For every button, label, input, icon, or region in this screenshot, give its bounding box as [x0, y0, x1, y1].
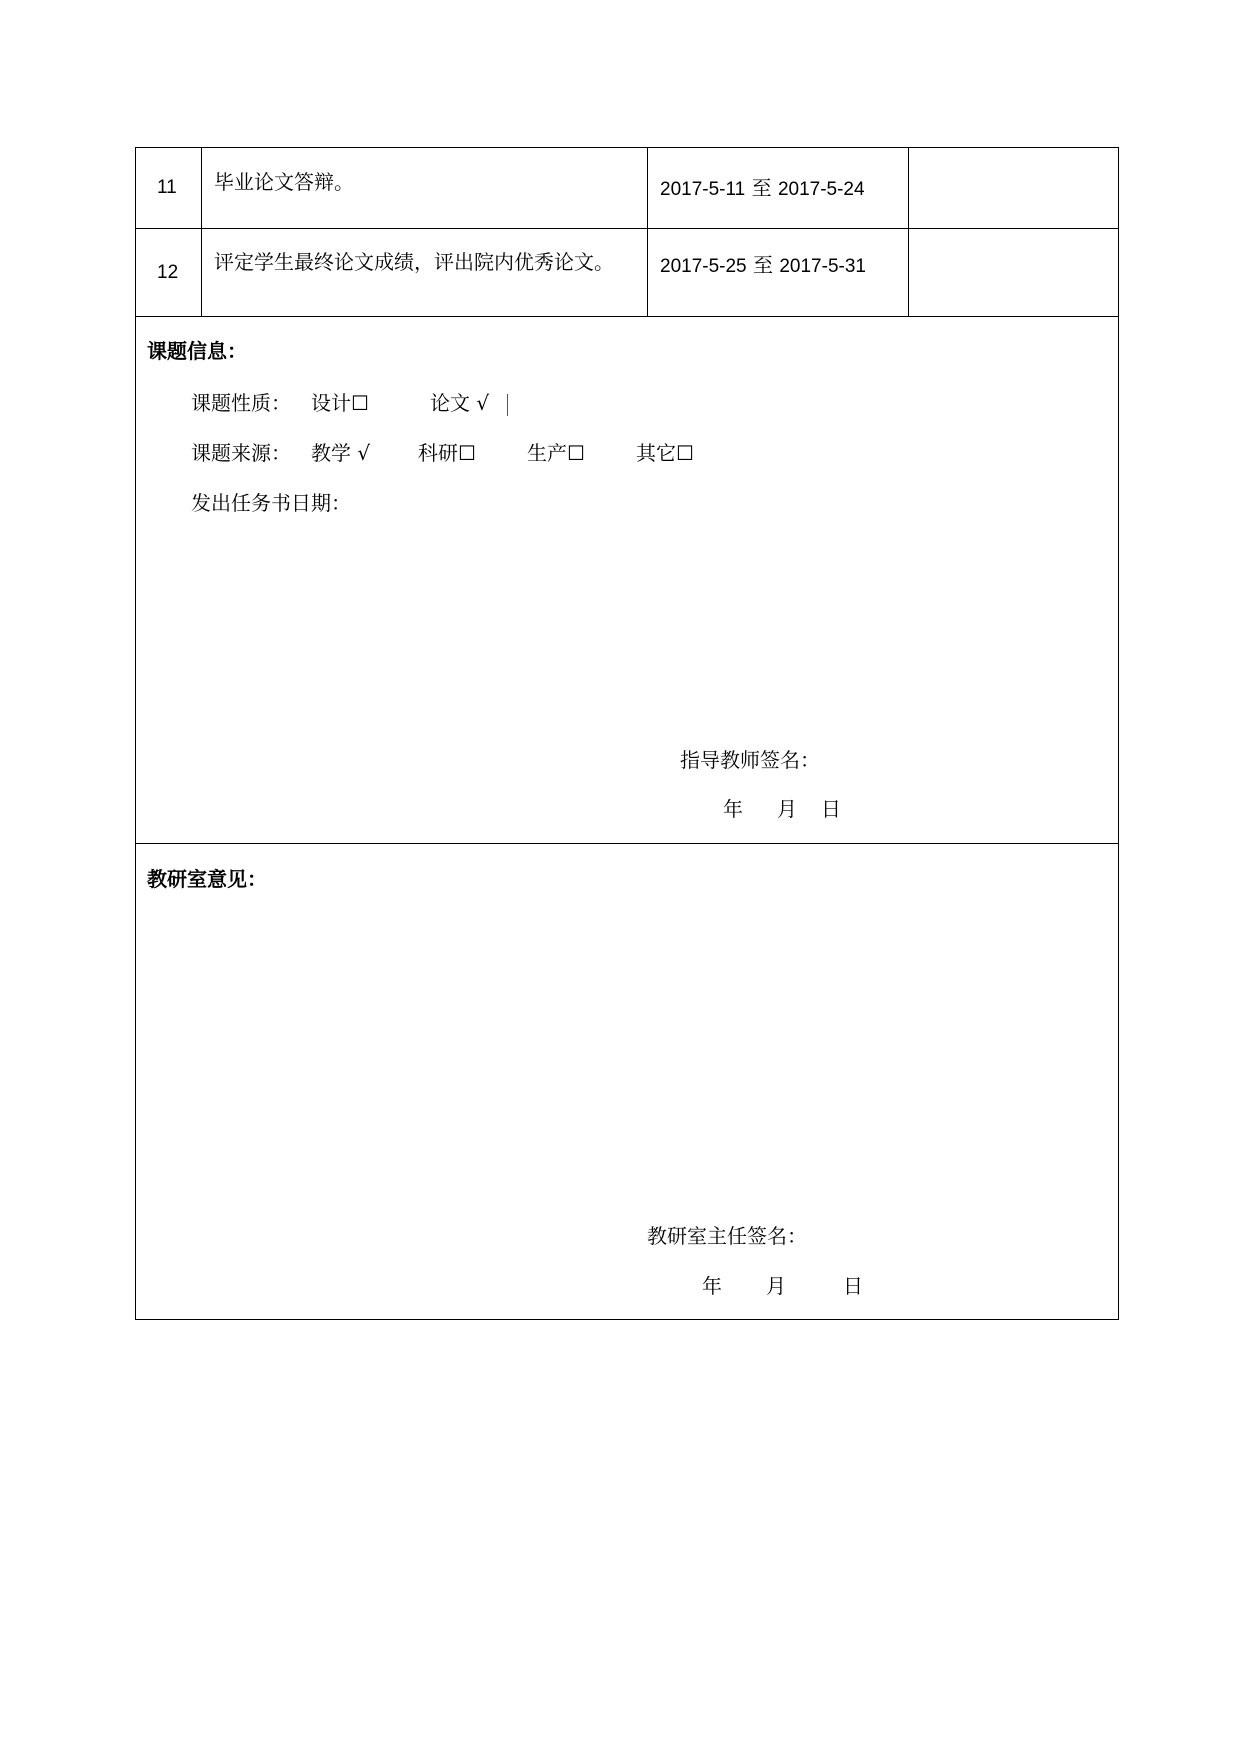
task-description: 评定学生最终论文成绩，评出院内优秀论文。 [214, 250, 614, 274]
checkbox-empty-icon: ☐ [676, 441, 694, 465]
director-signature-label: 教研室主任签名： [647, 1224, 807, 1248]
topic-source-option-teaching[interactable] [311, 441, 370, 465]
text-cursor [507, 394, 508, 416]
option-label: 设计 [311, 391, 351, 415]
sign-date-year: 年 [702, 1274, 722, 1298]
column-divider [201, 147, 202, 317]
date-range [660, 176, 865, 202]
form-table-frame [135, 147, 1119, 1320]
column-divider [908, 147, 909, 317]
option-label: 论文 [430, 391, 470, 415]
date-range [660, 253, 866, 279]
row-number: 11 [157, 177, 177, 198]
topic-nature-option-thesis[interactable] [430, 391, 489, 415]
section-divider [135, 843, 1119, 844]
sign-date-month: 月 [777, 797, 797, 821]
topic-source-label: 课题来源： [191, 441, 291, 465]
dept-opinion-heading: 教研室意见： [147, 867, 267, 891]
task-description: 毕业论文答辩。 [214, 170, 354, 194]
checkbox-empty-icon: ☐ [567, 441, 585, 465]
sign-date-year: 年 [723, 797, 743, 821]
date-from: 2017-5-11 [660, 179, 746, 200]
checkbox-empty-icon: ☐ [458, 441, 476, 465]
option-label: 科研 [418, 441, 458, 465]
topic-info-heading: 课题信息： [147, 339, 247, 363]
option-label: 生产 [527, 441, 567, 465]
column-divider [647, 147, 648, 317]
option-label: 其它 [636, 441, 676, 465]
date-from: 2017-5-25 [660, 256, 747, 277]
row-number: 12 [157, 262, 179, 283]
sign-date-month: 月 [766, 1274, 786, 1298]
topic-source-option-production[interactable] [527, 441, 585, 465]
date-separator: 至 [751, 176, 772, 200]
topic-source-option-other[interactable] [636, 441, 694, 465]
topic-nature-label: 课题性质： [191, 391, 291, 415]
checkmark-icon: √ [476, 391, 490, 415]
date-to: 2017-5-31 [779, 256, 866, 277]
sign-date-day: 日 [821, 797, 841, 821]
issue-date-label: 发出任务书日期： [191, 491, 351, 515]
teacher-signature-label: 指导教师签名： [680, 748, 820, 772]
option-label: 教学 [311, 441, 351, 465]
topic-source-option-research[interactable] [418, 441, 476, 465]
topic-nature-option-design[interactable] [311, 391, 369, 415]
row-divider [135, 316, 1119, 317]
date-separator: 至 [752, 253, 773, 277]
checkbox-empty-icon: ☐ [351, 391, 369, 415]
sign-date-day: 日 [843, 1274, 863, 1298]
checkmark-icon: √ [357, 441, 371, 465]
date-to: 2017-5-24 [777, 179, 865, 200]
row-divider [135, 228, 1119, 229]
